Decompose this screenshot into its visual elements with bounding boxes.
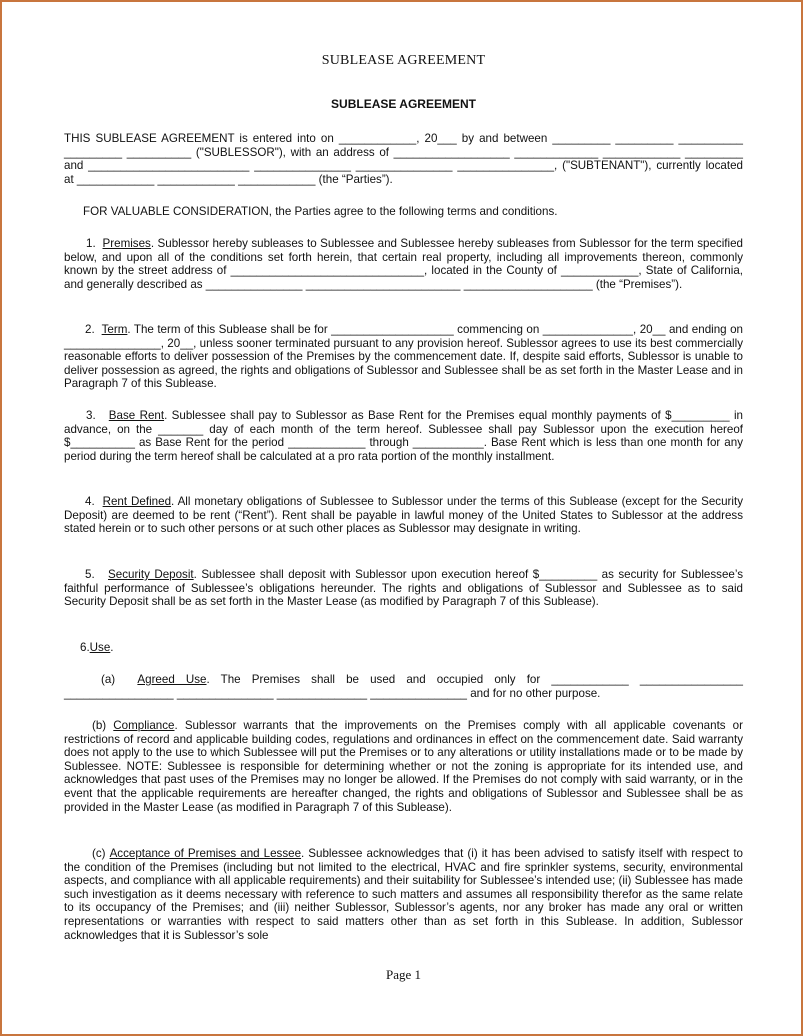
subsection-text: . Sublessee acknowledges that (i) it has been advised to satisfy itself with respect to the condition of the Premises (including but not limited to the electrical, HVAC and fire sprinkler systems, security, environmental aspects, and compliance with all applicable requirements) and their suitability for Sublessee’s intended use; (ii) Sublessee has made such investigation as it deems necessary with reference to such matters and assumes all responsibility therefor as the same relate to its occupancy of the Premises; and (iii) neither Sublessor, Sublessor’s agents, nor any broker has made any oral or written representations or warranties with respect to said matters other than as set forth in this Sublease. In addition, Sublessor acknowledges that it is Sublessor’s sole bbox=[64, 847, 743, 942]
section-text: . Sublessee shall pay to Sublessor as Base Rent for the Premises equal monthly payments of $_________ in advance, on the _______ day of each month of the term hereof. Sublessee shall pay Sublessor upon the execution hereof $__________ as Base Rent for the period ____________ through ___________. Base Rent which is less than one month for any period during the term hereof shall be calculated at a pro rata portion of the monthly installment. bbox=[64, 409, 743, 463]
page-header: SUBLEASE AGREEMENT bbox=[321, 53, 486, 68]
section-heading: Base Rent bbox=[108, 409, 165, 422]
section-text: . All monetary obligations of Sublessee to Sublessor under the terms of this Sublease (except for the Security Deposit) are deemed to be rent (“Rent”). Rent shall be payable in lawful money of the United States to Sublessor at the address stated herein or to such other persons or at such other places as Sublessor may designate in writing. bbox=[64, 495, 743, 536]
section-term bbox=[64, 323, 743, 391]
page-number: Page 1 bbox=[385, 967, 422, 982]
section-heading: Security Deposit bbox=[108, 568, 194, 581]
section-premises bbox=[64, 237, 743, 291]
subsection-text: . Sublessor warrants that the improvements on the Premises comply with all applicable covenants or restrictions of record and applicable building codes, regulations and ordinances in effect on the commencement date. Said warranty does not apply to the use to which Sublessee will put the Premises or to any alterations or utility installations made or to be made by Sublessee. NOTE: Sublessee is responsible for determining whether or not the zoning is appropriate for its intended use, and acknowledges that past uses of the Premises may no longer be allowed. If the Premises do not comply with said warranty, or in the event that the applicable requirements are hereafter changed, the rights and obligations of Sublessor and Sublessee shall be as provided in the Master Lease (as modified in Paragraph 7 of this Sublease). bbox=[64, 719, 743, 814]
section-use bbox=[64, 641, 743, 655]
subsection-heading: Compliance bbox=[113, 719, 175, 732]
section-text: . Sublessee shall deposit with Sublessor upon execution hereof $_________ as security for Sublessee’s faithful performance of Sublessee’s obligations hereunder. The rights and obligations of Sublessor and Sublessee as to said Security Deposit shall be as set forth in the Master Lease (as modified by Paragraph 7 of this Sublease). bbox=[64, 568, 743, 609]
section-security-deposit bbox=[64, 568, 743, 609]
section-heading: Premises bbox=[102, 237, 151, 250]
intro-paragraph: THIS SUBLEASE AGREEMENT is entered into on ____________, 20___ by and between _________ _________ __________ _________ __________ ("SUBLESSOR"), with an address of __________________ _____________ ____________ _________ and _________________________ _______________ _______________ _______________, ("SUBTENANT"), currently located at ____________ ____________ ____________ (the “Parties”). bbox=[64, 132, 743, 186]
subsection-acceptance bbox=[64, 847, 743, 942]
section-number: 3. bbox=[86, 409, 96, 422]
section-text: . The term of this Sublease shall be for ___________________ commencing on ______________, 20__ and ending on _______________, 20__, unless sooner terminated pursuant to any provision hereof. Sublessor agrees to use its best commercially reasonable efforts to deliver possession of the Premises by the commencement date. If, despite said efforts, Sublessor is unable to deliver possession as agreed, the rights and obligations of Sublessor and Sublessee shall be as set forth in the Master Lease and in Paragraph 7 of this Sublease. bbox=[64, 323, 743, 391]
section-base-rent bbox=[64, 409, 743, 463]
subsection-agreed-use bbox=[64, 673, 743, 700]
section-number: 6. bbox=[80, 641, 90, 654]
section-text: . bbox=[110, 641, 114, 654]
subsection-label: (a) bbox=[101, 673, 116, 686]
subsection-heading: Agreed Use bbox=[137, 673, 207, 686]
document-title: SUBLEASE AGREEMENT bbox=[331, 97, 476, 111]
subsection-heading: Acceptance of Premises and Lessee bbox=[109, 847, 302, 860]
section-rent-defined bbox=[64, 495, 743, 536]
section-heading: Use bbox=[89, 641, 111, 654]
section-heading: Rent Defined bbox=[102, 495, 172, 508]
subsection-label: (b) bbox=[92, 719, 107, 732]
section-text: . Sublessor hereby subleases to Sublessee and Sublessee hereby subleases from Sublessor for the term specified below, and upon all of the conditions set forth herein, that certain real property, including all improvements thereon, commonly known by the street address of ______________________________, located in the County of ____________, State of California, and generally described as _______________ ________________________ ____________________ (the “Premises”). bbox=[64, 237, 743, 291]
subsection-text: . The Premises shall be used and occupied only for ____________ ________________ _________________ _______________ ______________ _______________ and for no other purpose. bbox=[64, 673, 743, 700]
section-number: 2. bbox=[85, 323, 95, 336]
section-number: 5. bbox=[85, 568, 95, 581]
subsection-compliance bbox=[64, 719, 743, 814]
subsection-label: (c) bbox=[92, 847, 106, 860]
consideration-paragraph: FOR VALUABLE CONSIDERATION, the Parties agree to the following terms and conditions. bbox=[83, 205, 558, 218]
section-number: 4. bbox=[85, 495, 95, 508]
section-number: 1. bbox=[86, 237, 96, 250]
section-heading: Term bbox=[101, 323, 128, 336]
